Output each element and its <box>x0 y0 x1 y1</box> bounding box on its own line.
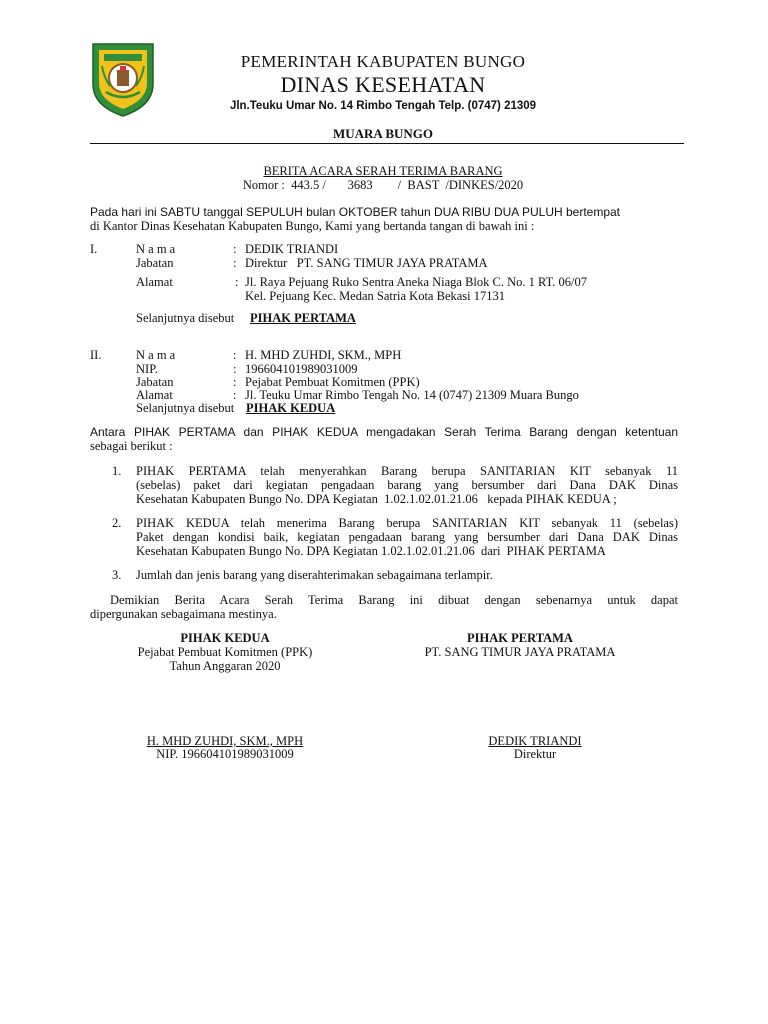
left-signature-title: PIHAK KEDUA <box>180 631 270 645</box>
party2-address: Jl. Teuku Umar Rimbo Tengah No. 14 (0747) 21309 Muara Bungo <box>245 388 579 402</box>
closing-line-2: dipergunakan sebagaimana mestinya. <box>90 607 277 621</box>
party1-address-label: Alamat <box>136 275 173 289</box>
party2-nip-colon: : <box>233 362 237 376</box>
right-signatory-name: DEDIK TRIANDI <box>488 734 582 748</box>
party2-position-label: Jabatan <box>136 375 174 389</box>
party2-name-colon: : <box>233 348 237 362</box>
party2-nip-label: NIP. <box>136 362 158 376</box>
party1-address-line-2: Kel. Pejuang Kec. Medan Satria Kota Bekasi 17131 <box>245 289 506 303</box>
item3-line-1: Jumlah dan jenis barang yang diserahterimakan sebagaimana terlampir. <box>136 568 493 582</box>
item1-line-3: Kesehatan Kabupaten Bungo No. DPA Kegiatan 1.02.1.02.01.21.06 kepada PIHAK KEDUA ; <box>136 492 617 506</box>
opening-line-1: Pada hari ini SABTU tanggal SEPULUH bulan OKTOBER tahun DUA RIBU DUA PULUH bertempat <box>90 205 621 219</box>
party1-name-label: N a m a <box>136 242 176 256</box>
party1-position-colon: : <box>233 256 237 270</box>
party1-address-line-1: Jl. Raya Pejuang Ruko Sentra Aneka Niaga Blok C. No. 1 RT. 06/07 <box>245 275 588 289</box>
document-number: Nomor : 443.5 / 3683 / BAST /DINKES/2020 <box>242 178 524 192</box>
item3-number: 3. <box>112 568 122 582</box>
city-name: MUARA BUNGO <box>332 126 434 141</box>
opening-line-2: di Kantor Dinas Kesehatan Kabupaten Bungo, Kami yang bertanda tangan di bawah ini : <box>90 219 535 233</box>
left-signatory-name: H. MHD ZUHDI, SKM., MPH <box>146 734 304 748</box>
government-name: PEMERINTAH KABUPATEN BUNGO <box>240 52 526 71</box>
party1-number: I. <box>90 242 98 256</box>
party2-number: II. <box>90 348 102 362</box>
agreement-line-2: sebagai berikut : <box>90 439 173 453</box>
department-name: DINAS KESEHATAN <box>280 72 486 97</box>
party2-position: Pejabat Pembuat Komitmen (PPK) <box>245 375 420 389</box>
item2-number: 2. <box>112 516 122 530</box>
closing-line-1: Demikian Berita Acara Serah Terima Barang ini dibuat dengan sebenarnya untuk dapat <box>110 593 678 607</box>
letterhead-divider <box>90 143 684 144</box>
party2-referred-as: PIHAK KEDUA <box>246 401 336 415</box>
item1-line-2: (sebelas) paket dari kegiatan pengadaan barang yang bersumber dari Dana DAK Dinas <box>136 478 678 492</box>
party2-name-label: N a m a <box>136 348 176 362</box>
party1-name-colon: : <box>233 242 237 256</box>
party1-name: DEDIK TRIANDI <box>245 242 339 256</box>
regency-emblem-logo <box>90 40 156 118</box>
party1-referred-as: PIHAK PERTAMA <box>250 311 356 325</box>
item1-number: 1. <box>112 464 122 478</box>
item2-line-1: PIHAK KEDUA telah menerima Barang berupa SANITARIAN KIT sebanyak 11 (sebelas) <box>136 516 678 530</box>
item2-line-3: Kesehatan Kabupaten Bungo No. DPA Kegiatan 1.02.1.02.01.21.06 dari PIHAK PERTAMA <box>136 544 606 558</box>
right-signature-company: PT. SANG TIMUR JAYA PRATAMA <box>424 645 616 659</box>
party1-position-label: Jabatan <box>136 256 174 270</box>
right-signature-title: PIHAK PERTAMA <box>467 631 573 645</box>
party1-referred-label: Selanjutnya disebut <box>136 311 235 325</box>
party1-position: Direktur PT. SANG TIMUR JAYA PRATAMA <box>245 256 488 270</box>
office-address: Jln.Teuku Umar No. 14 Rimbo Tengah Telp. (0747) 21309 <box>229 100 537 112</box>
party1-address-colon: : <box>235 275 239 289</box>
left-signatory-id: NIP. 196604101989031009 <box>156 747 294 761</box>
right-signatory-role: Direktur <box>513 747 557 761</box>
party2-address-colon: : <box>233 388 237 402</box>
left-signature-year: Tahun Anggaran 2020 <box>169 659 281 673</box>
party2-address-label: Alamat <box>136 388 173 402</box>
left-signature-role: Pejabat Pembuat Komitmen (PPK) <box>137 645 313 659</box>
party2-nip: 196604101989031009 <box>245 362 358 376</box>
document-title: BERITA ACARA SERAH TERIMA BARANG <box>263 164 503 178</box>
party2-referred-label: Selanjutnya disebut <box>136 401 235 415</box>
item2-line-2: Paket dengan kondisi baik, kegiatan pengadaan barang yang bersumber dari Dana DAK Dinas <box>136 530 678 544</box>
item1-line-1: PIHAK PERTAMA telah menyerahkan Barang berupa SANITARIAN KIT sebanyak 11 <box>136 464 678 478</box>
agreement-line-1: Antara PIHAK PERTAMA dan PIHAK KEDUA mengadakan Serah Terima Barang dengan ketentuan <box>90 425 678 439</box>
party2-position-colon: : <box>233 375 237 389</box>
party2-name: H. MHD ZUHDI, SKM., MPH <box>245 348 402 362</box>
